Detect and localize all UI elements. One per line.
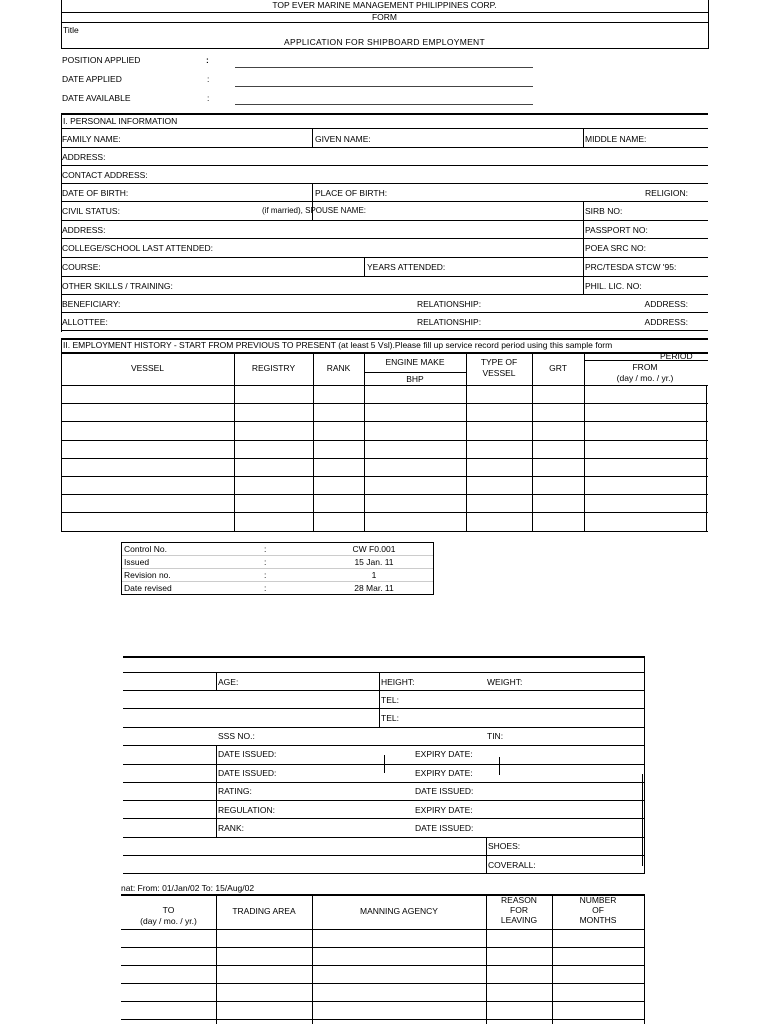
col-to: TO [162,905,175,915]
prc-tesda-label: PRC/TESDA STCW '95: [585,262,677,272]
passport-no-label: PASSPORT NO: [585,225,648,235]
religion-label: RELIGION: [645,188,688,198]
col-registry: REGISTRY [251,363,296,373]
date-available-label: DATE AVAILABLE [62,93,131,103]
position-applied-label: POSITION APPLIED [62,55,141,65]
rank-date-issued-label: DATE ISSUED: [415,823,474,833]
date-applied-field[interactable] [235,86,533,87]
weight-label: WEIGHT: [487,677,523,687]
position-applied-field[interactable] [235,67,533,68]
form-title: APPLICATION FOR SHIPBOARD EMPLOYMENT [284,37,485,47]
col-reason-2: FOR [510,905,528,915]
col-to-format: (day / mo. / yr.) [140,916,197,926]
col-from: FROM [632,362,658,372]
phil-lic-label: PHIL. LIC. NO: [585,281,642,291]
allottee-relationship-label: RELATIONSHIP: [417,317,482,327]
col-bhp: BHP [406,374,424,384]
col-engine-make: ENGINE MAKE [385,357,445,367]
rating-label: RATING: [218,786,252,796]
rank-label: RANK: [218,823,244,833]
document-control-box [121,542,434,595]
height-label: HEIGHT: [381,677,415,687]
control-row: Control No. : CW F0.001 [122,543,433,556]
beneficiary-relationship-label: RELATIONSHIP: [417,299,482,309]
col-grt: GRT [549,363,567,373]
sirb-expiry-label: EXPIRY DATE: [415,749,473,759]
col-vessel: VESSEL [130,363,165,373]
format-note: nat: From: 01/Jan/02 To: 15/Aug/02 [121,883,255,893]
col-type-of: TYPE OF [480,357,518,367]
poea-src-label: POEA SRC NO: [585,243,646,253]
date-available-field[interactable] [235,104,533,105]
col-reason-1: REASON [501,895,537,905]
section-2-title: II. EMPLOYMENT HISTORY - START FROM PREVIOUS TO PRESENT (at least 5 Vsl).Please fill up service record period using this sample form [63,340,613,350]
tel-2-label: TEL: [381,713,399,723]
form-label: FORM [371,12,398,22]
date-of-birth-label: DATE OF BIRTH: [62,188,129,198]
sirb-date-issued-label: DATE ISSUED: [218,749,277,759]
years-attended-label: YEARS ATTENDED: [367,262,446,272]
col-number-2: OF [592,905,604,915]
regulation-expiry-label: EXPIRY DATE: [415,805,473,815]
control-row: Issued : 15 Jan. 11 [122,556,433,569]
regulation-label: REGULATION: [218,805,275,815]
control-row: Date revised : 28 Mar. 11 [124,583,394,593]
control-row: Revision no. : 1 [122,569,433,582]
place-of-birth-label: PLACE OF BIRTH: [315,188,388,198]
company-name: TOP EVER MARINE MANAGEMENT PHILIPPINES CORP. [272,0,497,10]
col-from-format: (day / mo. / yr.) [616,373,674,383]
given-name-label: GIVEN NAME: [315,134,371,144]
shoes-label: SHOES: [488,841,521,851]
date-applied-label: DATE APPLIED [62,74,122,84]
period-label: PERIOD [660,351,693,361]
address-2-label: ADDRESS: [62,225,106,235]
allottee-address-label: ADDRESS: [644,317,688,327]
col-number-3: MONTHS [579,915,617,925]
contact-address-label: CONTACT ADDRESS: [62,170,148,180]
col-number-1: NUMBER [579,895,617,905]
address-label: ADDRESS: [62,152,106,162]
college-label: COLLEGE/SCHOOL LAST ATTENDED: [62,243,213,253]
rating-date-issued-label: DATE ISSUED: [415,786,474,796]
sss-no-label: SSS NO.: [218,731,255,741]
col-type-vessel: VESSEL [482,368,516,378]
family-name-label: FAMILY NAME: [62,134,121,144]
spouse-name-label: (if married), SPOUSE NAME: [262,206,367,215]
col-reason-3: LEAVING [500,915,538,925]
col-trading-area: TRADING AREA [232,906,296,916]
coverall-label: COVERALL: [488,860,536,870]
title-label: Title [63,25,79,35]
sirb-no-label: SIRB NO: [585,206,623,216]
age-label: AGE: [218,677,239,687]
other-skills-label: OTHER SKILLS / TRAINING: [62,281,173,291]
middle-name-label: MIDDLE NAME: [585,134,647,144]
passport-date-issued-label: DATE ISSUED: [218,768,277,778]
civil-status-label: CIVIL STATUS: [62,206,120,216]
allottee-label: ALLOTTEE: [62,317,108,327]
col-rank: RANK [326,363,351,373]
beneficiary-label: BENEFICIARY: [62,299,121,309]
course-label: COURSE: [62,262,101,272]
beneficiary-address-label: ADDRESS: [644,299,688,309]
tin-label: TIN: [487,731,504,741]
passport-expiry-label: EXPIRY DATE: [415,768,473,778]
tel-1-label: TEL: [381,695,399,705]
col-manning-agency: MANNING AGENCY [360,906,438,916]
section-1-title: I. PERSONAL INFORMATION [63,116,178,126]
